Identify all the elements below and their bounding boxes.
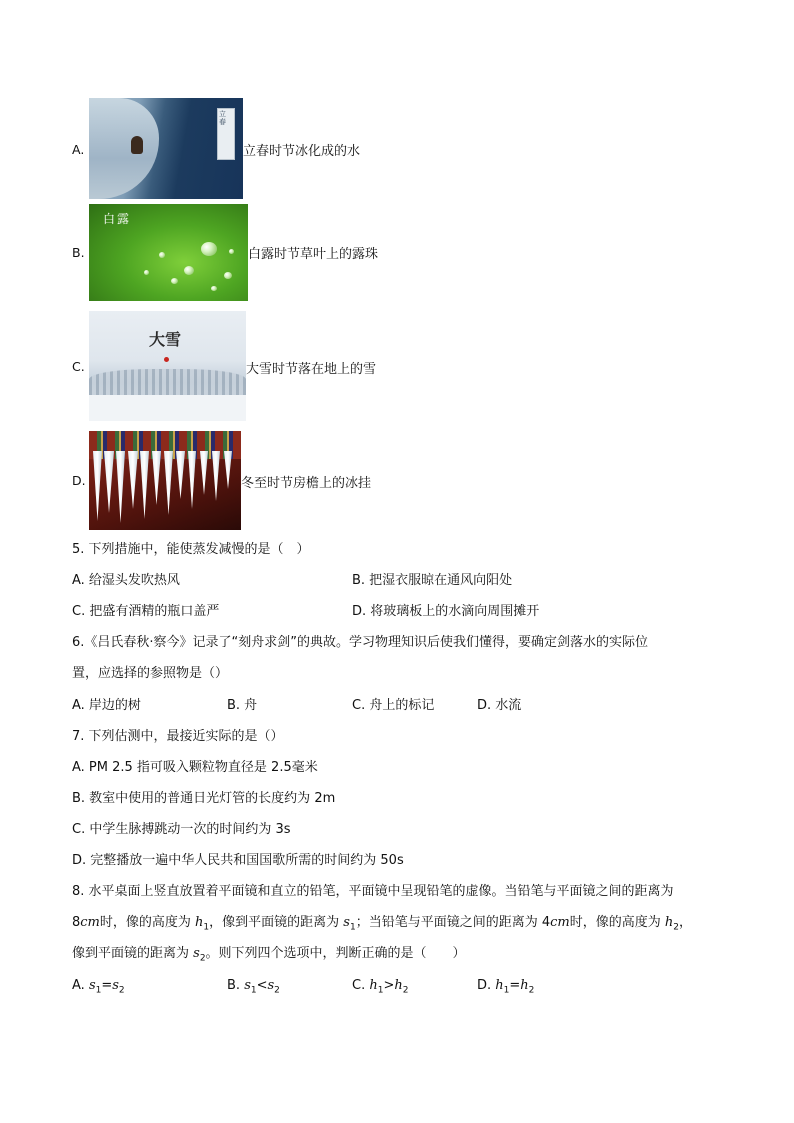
q8-option-b: B. $s_1<s_2$ <box>227 978 280 996</box>
option-b-caption: 白露时节草叶上的露珠 <box>248 247 379 262</box>
q8-stem-line2: 8cm时，像的高度为 $h_1$，像到平面镜的距离为 $s_1$；当铅笔与平面镜之间的距离为 4cm时，像的高度为 $h_2$， <box>72 915 692 933</box>
daxue-snow-image <box>89 311 246 421</box>
q6-stem-line1: 6.《吕氏春秋·察今》记录了“刻舟求剑”的典故。学习物理知识后使我们懂得，要确定剑落水的实际位 <box>72 635 649 650</box>
bailu-dew-image <box>89 204 248 301</box>
image-label: 白露 <box>103 212 132 226</box>
image-label: 立春 <box>219 110 226 126</box>
q6-option-b: B. 舟 <box>227 698 258 713</box>
bird-figure <box>131 136 143 154</box>
q8-stem-line1: 8. 水平桌面上竖直放置着平面镜和直立的铅笔，平面镜中呈现铅笔的虚像。当铅笔与平面镜之间的距离为 <box>72 884 674 899</box>
image-label: 大雪 <box>149 330 182 349</box>
q8-option-a: A. $s_1=s_2$ <box>72 978 125 996</box>
q5-option-b: B. 把湿衣服晾在通风向阳处 <box>352 573 513 588</box>
q6-stem-line2: 置，应选择的参照物是（） <box>72 666 229 681</box>
q5-stem: 5. 下列措施中，能使蒸发减慢的是（ ） <box>72 542 310 557</box>
option-a-letter: A. <box>72 142 85 157</box>
option-a-caption: 立春时节冰化成的水 <box>243 144 361 159</box>
q8-option-d: D. $h_1=h_2$ <box>477 978 535 996</box>
option-d-caption: 冬至时节房檐上的冰挂 <box>241 476 372 491</box>
option-d-letter: D. <box>72 473 86 488</box>
dongzhi-icicle-image <box>89 431 241 530</box>
lichun-ice-water-image <box>89 98 243 199</box>
q8-option-c: C. $h_1>h_2$ <box>352 978 409 996</box>
q7-option-c: C. 中学生脉搏跳动一次的时间约为 3s <box>72 822 291 837</box>
option-c-caption: 大雪时节落在地上的雪 <box>246 362 377 377</box>
q5-option-a: A. 给湿头发吹热风 <box>72 573 180 588</box>
q5-option-d: D. 将玻璃板上的水滴向周围摊开 <box>352 604 540 619</box>
q5-option-c: C. 把盛有酒精的瓶口盖严 <box>72 604 220 619</box>
red-seal <box>164 357 169 362</box>
q6-option-d: D. 水流 <box>477 698 522 713</box>
q7-stem: 7. 下列估测中，最接近实际的是（） <box>72 729 284 744</box>
q6-option-a: A. 岸边的树 <box>72 698 141 713</box>
q6-option-c: C. 舟上的标记 <box>352 698 435 713</box>
q7-option-b: B. 教室中使用的普通日光灯管的长度约为 2m <box>72 791 336 806</box>
q7-option-a: A. PM 2.5 指可吸入颗粒物直径是 2.5毫米 <box>72 760 318 775</box>
option-c-letter: C. <box>72 359 85 374</box>
option-b-letter: B. <box>72 245 85 260</box>
q7-option-d: D. 完整播放一遍中华人民共和国国歌所需的时间约为 50s <box>72 853 404 868</box>
q8-stem-line3: 像到平面镜的距离为 $s_2$。则下列四个选项中，判断正确的是（ ） <box>72 946 466 964</box>
